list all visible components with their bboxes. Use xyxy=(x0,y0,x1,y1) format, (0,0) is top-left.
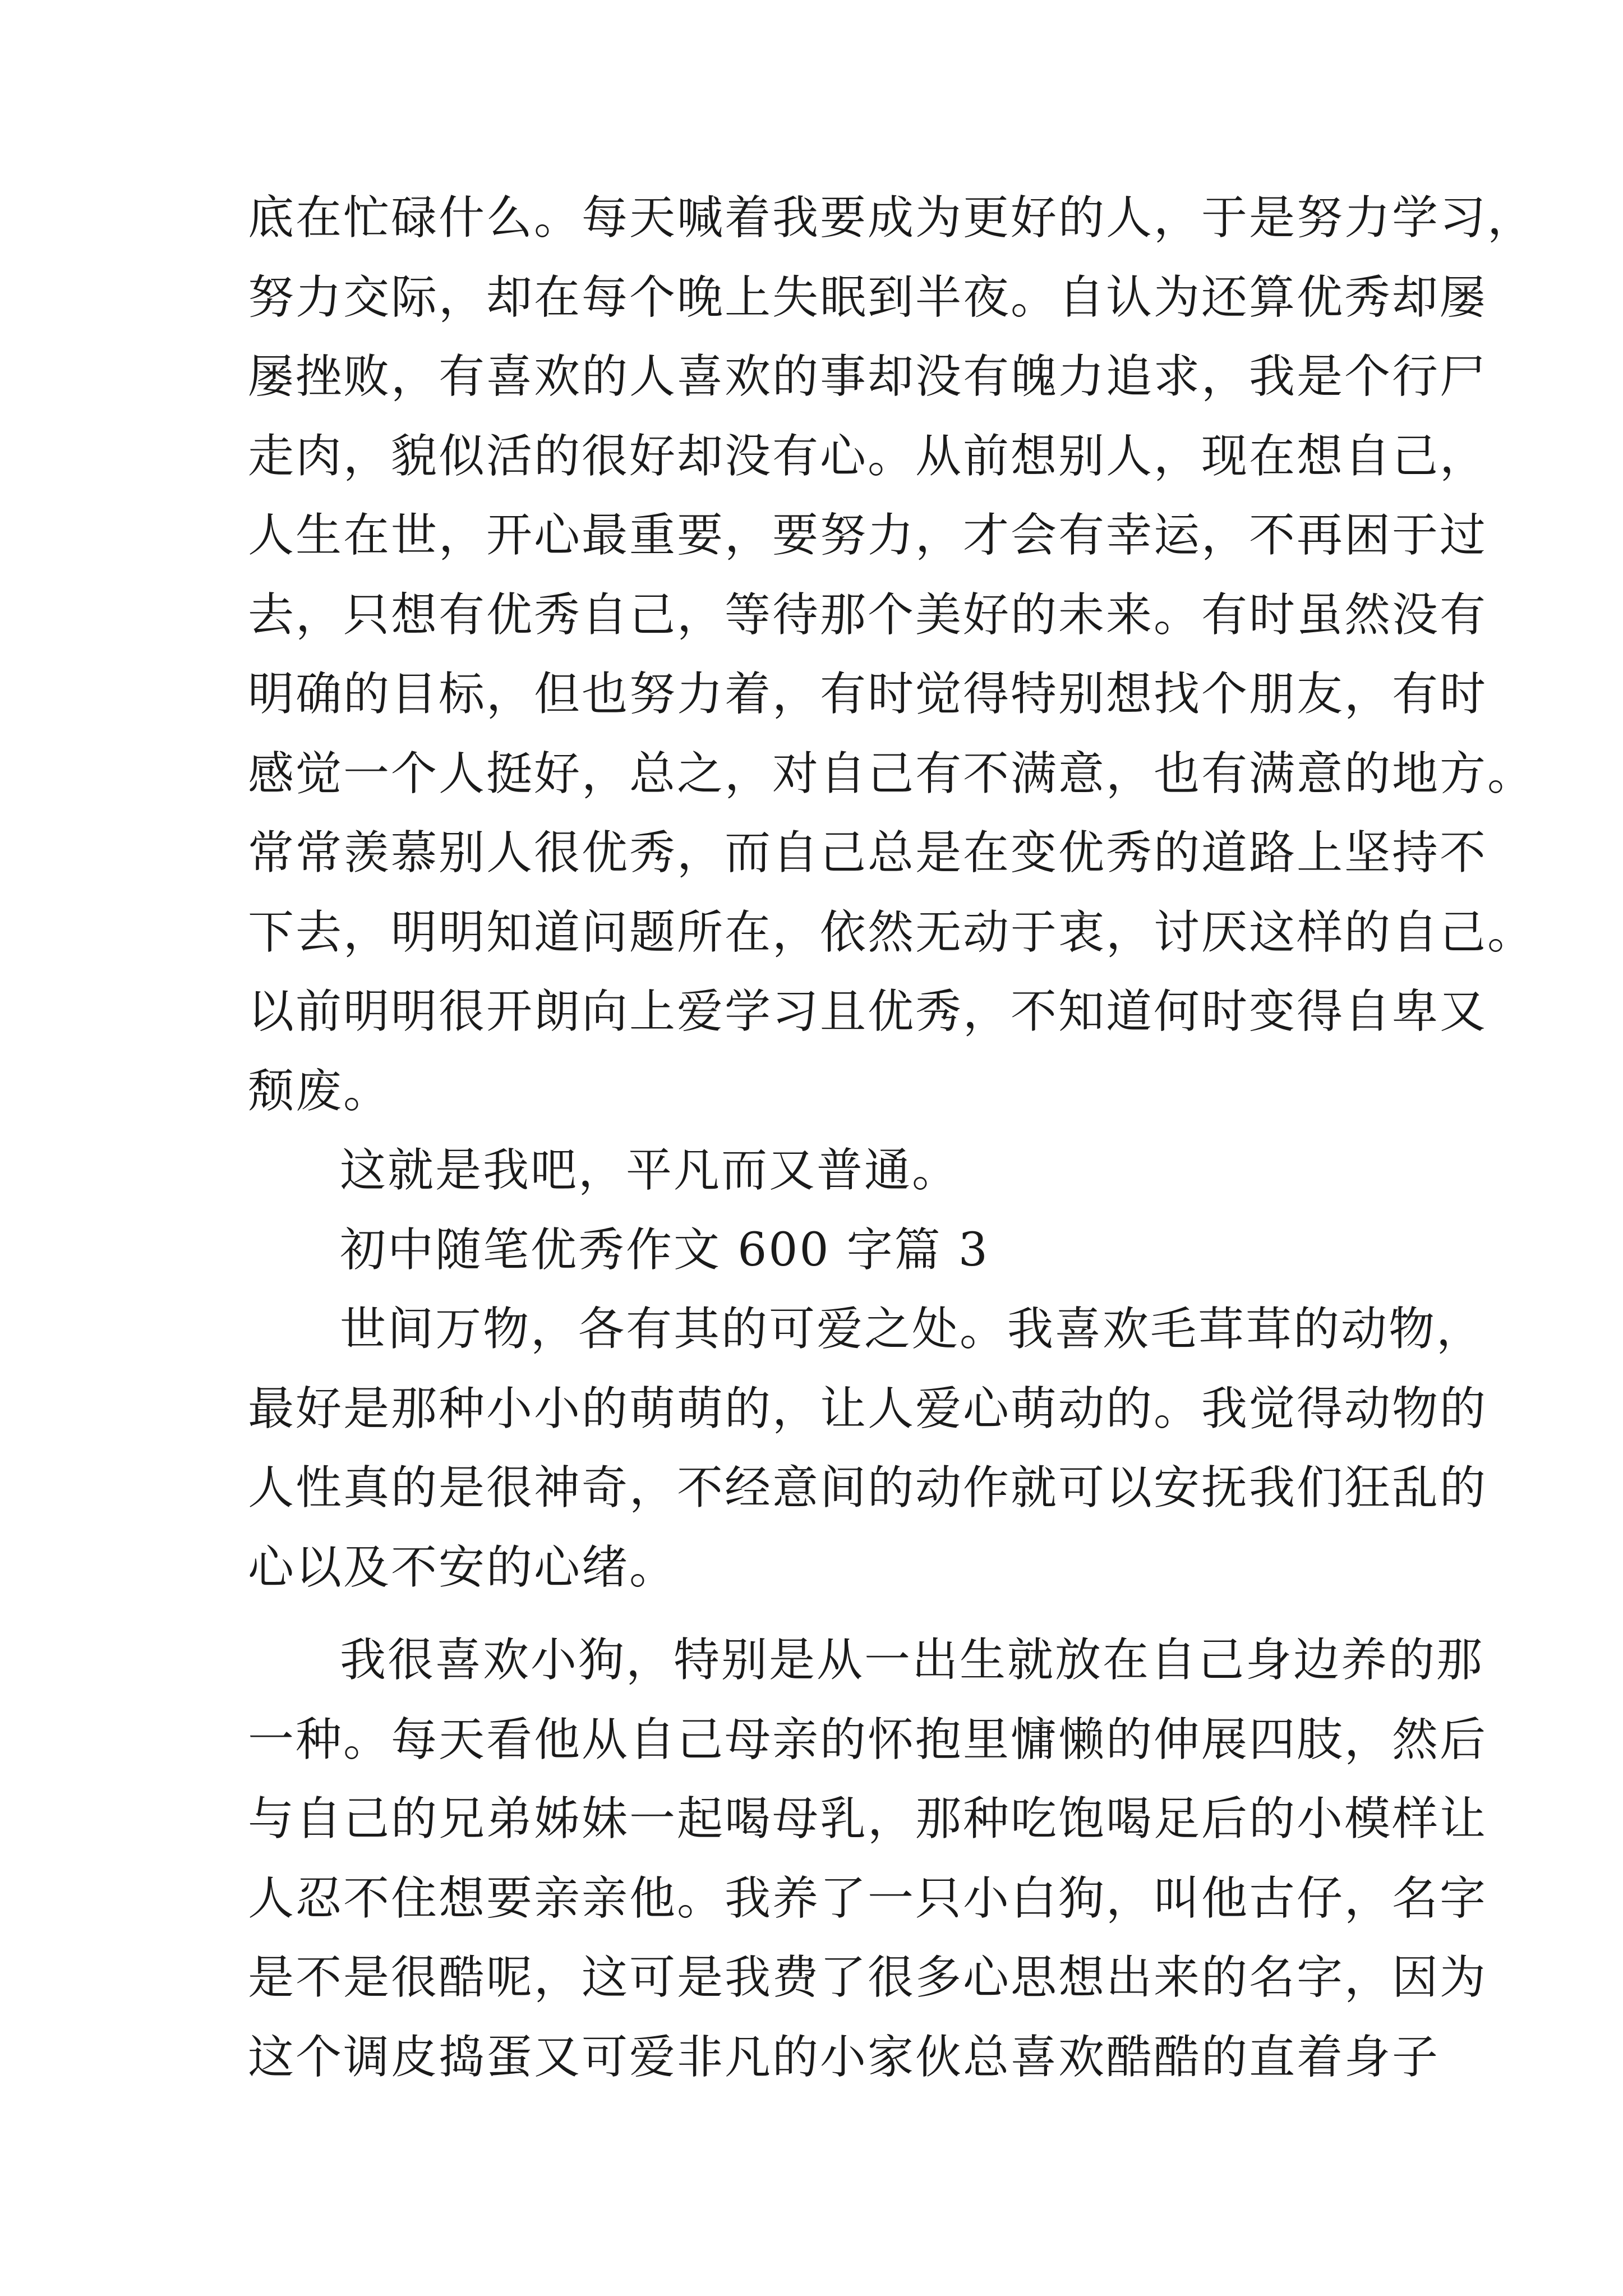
paragraph-summary xyxy=(248,1131,1392,1211)
text-line: 与自己的兄弟姊妹一起喝母乳，那种吃饱喝足后的小模样让 xyxy=(248,1792,1488,1846)
text-line: 下去，明明知道问题所在，依然无动于衷，讨厌这样的自己。 xyxy=(248,905,1536,959)
text-line: 去，只想有优秀自己，等待那个美好的未来。有时虽然没有 xyxy=(248,588,1488,642)
text-line: 底在忙碌什么。每天喊着我要成为更好的人，于是努力学习， xyxy=(248,191,1536,245)
text-line: 努力交际，却在每个晚上失眠到半夜。自认为还算优秀却屡 xyxy=(248,270,1488,324)
text-line: 这就是我吧，平凡而又普通。 xyxy=(340,1144,960,1197)
text-line: 人性真的是很神奇，不经意间的动作就可以安抚我们狂乱的 xyxy=(248,1461,1488,1515)
text-line: 屡挫败，有喜欢的人喜欢的事却没有魄力追求，我是个行尸 xyxy=(248,350,1488,403)
text-line: 我很喜欢小狗，特别是从一出生就放在自己身边养的那 xyxy=(340,1634,1484,1687)
paragraph-intro xyxy=(248,1290,1488,1607)
text-line: 世间万物，各有其的可爱之处。我喜欢毛茸茸的动物， xyxy=(340,1303,1484,1356)
text-line: 这个调皮捣蛋又可爱非凡的小家伙总喜欢酷酷的直着身子 xyxy=(248,2030,1440,2084)
paragraph-dog xyxy=(248,1621,1488,2097)
text-line: 人忍不住想要亲亲他。我养了一只小白狗，叫他古仔，名字 xyxy=(248,1871,1488,1925)
text-line: 心以及不安的心绪。 xyxy=(248,1540,677,1594)
text-line: 走肉，貌似活的很好却没有心。从前想别人，现在想自己， xyxy=(248,429,1488,483)
heading-text: 初中随笔优秀作文 600 字篇 3 xyxy=(340,1223,989,1277)
section-heading xyxy=(248,1211,1392,1290)
text-line: 是不是很酷呢，这可是我费了很多心思想出来的名字，因为 xyxy=(248,1951,1488,2004)
text-line: 一种。每天看他从自己母亲的怀抱里慵懒的伸展四肢，然后 xyxy=(248,1713,1488,1766)
text-line: 明确的目标，但也努力着，有时觉得特别想找个朋友，有时 xyxy=(248,668,1488,721)
text-line: 人生在世，开心最重要，要努力，才会有幸运，不再困于过 xyxy=(248,509,1488,562)
document-body xyxy=(248,178,1536,2097)
text-line: 感觉一个人挺好，总之，对自己有不满意，也有满意的地方。 xyxy=(248,747,1536,800)
text-line: 以前明明很开朗向上爱学习且优秀，不知道何时变得自卑又 xyxy=(248,985,1488,1038)
text-line: 常常羡慕别人很优秀，而自己总是在变优秀的道路上坚持不 xyxy=(248,826,1488,880)
text-line: 最好是那种小小的萌萌的，让人爱心萌动的。我觉得动物的 xyxy=(248,1382,1488,1435)
paragraph-continued xyxy=(248,178,1536,1131)
text-line: 颓废。 xyxy=(248,1064,391,1118)
